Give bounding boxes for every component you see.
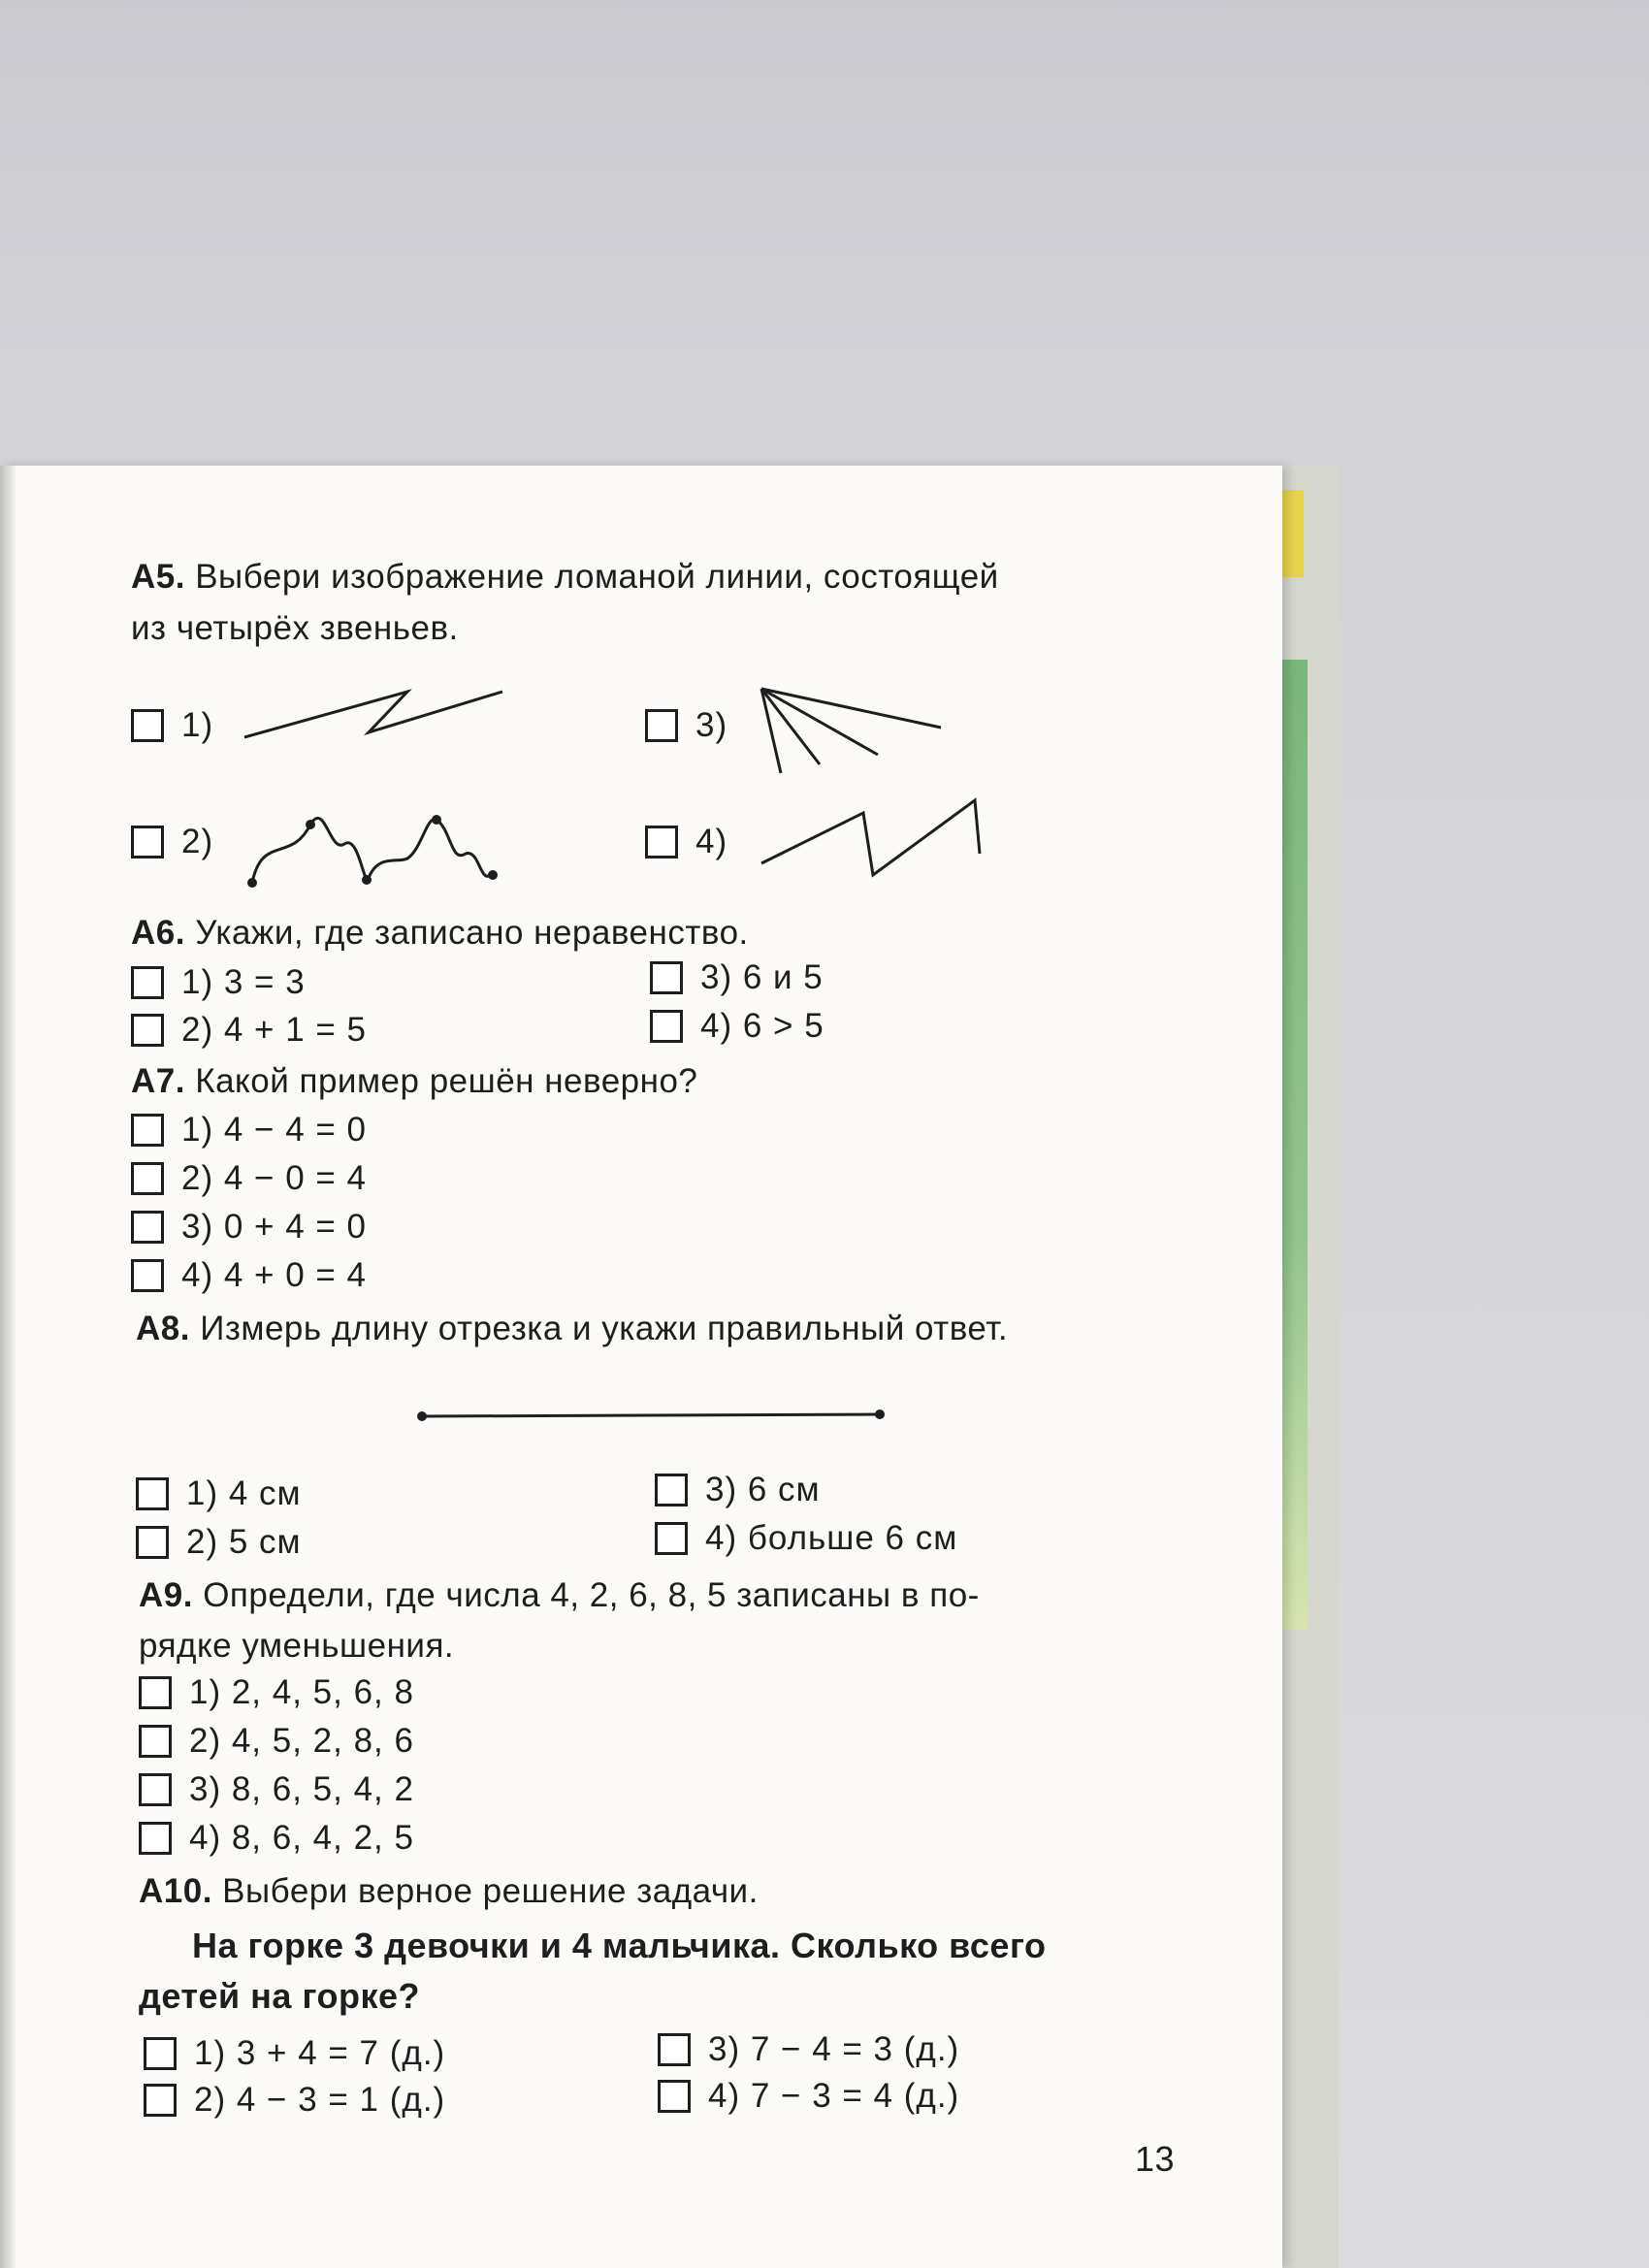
- a9-question-line1: [139, 1576, 980, 1615]
- a6-option-1[interactable]: [131, 963, 306, 1002]
- a5-question-line1: [131, 558, 999, 597]
- a9-option-2[interactable]: [139, 1722, 414, 1761]
- a8-option-3[interactable]: [655, 1471, 821, 1509]
- option-label: 2) 4, 5, 2, 8, 6: [189, 1722, 414, 1760]
- a5-option-4[interactable]: [645, 823, 728, 861]
- a8-option-1[interactable]: [136, 1474, 302, 1513]
- checkbox[interactable]: [131, 826, 164, 859]
- a8-option-2[interactable]: [136, 1523, 302, 1562]
- checkbox[interactable]: [131, 1211, 164, 1244]
- a6-label: А6.: [131, 914, 185, 952]
- option-label: 4) 6 > 5: [700, 1007, 824, 1045]
- checkbox[interactable]: [645, 826, 678, 859]
- checkbox[interactable]: [139, 1822, 172, 1855]
- option-label: 4) 8, 6, 4, 2, 5: [189, 1819, 414, 1857]
- option-label: 3) 6 и 5: [700, 958, 824, 996]
- a5-option-3[interactable]: [645, 706, 728, 745]
- checkbox[interactable]: [658, 2033, 691, 2066]
- a10-option-2[interactable]: [144, 2081, 445, 2120]
- a9-text-line2: рядке уменьшения.: [139, 1627, 455, 1665]
- checkbox[interactable]: [131, 1014, 164, 1047]
- a10-option-4[interactable]: [658, 2077, 959, 2116]
- option-label: 3) 0 + 4 = 0: [181, 1208, 368, 1246]
- checkbox[interactable]: [131, 1259, 164, 1292]
- checkbox[interactable]: [144, 2037, 177, 2070]
- option-label: 4) 4 + 0 = 4: [181, 1256, 368, 1294]
- checkbox[interactable]: [645, 709, 678, 742]
- option-label: 1): [181, 706, 214, 744]
- a10-label: А10.: [139, 1872, 212, 1910]
- a9-option-4[interactable]: [139, 1819, 414, 1858]
- checkbox[interactable]: [139, 1676, 172, 1709]
- option-label: 2) 4 − 0 = 4: [181, 1159, 368, 1197]
- a9-text-line1: Определи, где числа 4, 2, 6, 8, 5 записаны в по-: [203, 1576, 980, 1614]
- a10-problem-line1: На горке 3 девочки и 4 мальчика. Сколько всего: [192, 1926, 1047, 1965]
- a7-label: А7.: [131, 1062, 185, 1100]
- checkbox[interactable]: [655, 1522, 688, 1555]
- a10-question: [139, 1872, 759, 1911]
- checkbox[interactable]: [650, 961, 683, 994]
- a9-label: А9.: [139, 1576, 193, 1614]
- checkbox[interactable]: [131, 709, 164, 742]
- checkbox[interactable]: [131, 1114, 164, 1147]
- a8-option-4[interactable]: [655, 1519, 957, 1558]
- a5-text-line1: Выбери изображение ломаной линии, состоящей: [195, 558, 999, 596]
- a9-option-3[interactable]: [139, 1770, 414, 1809]
- option-label: 2) 4 − 3 = 1 (д.): [194, 2081, 446, 2119]
- a8-text: Измерь длину отрезка и укажи правильный ответ.: [200, 1310, 1009, 1347]
- measure-segment: [412, 1407, 897, 1426]
- a6-option-4[interactable]: [650, 1007, 824, 1046]
- a7-option-2[interactable]: [131, 1159, 367, 1198]
- fan-lines-figure-3: [757, 684, 951, 781]
- a10-option-1[interactable]: [144, 2034, 445, 2073]
- a10-text: Выбери верное решение задачи.: [222, 1872, 759, 1910]
- option-label: 1) 2, 4, 5, 6, 8: [189, 1673, 414, 1711]
- option-label: 3) 6 см: [705, 1471, 821, 1508]
- a9-option-1[interactable]: [139, 1673, 414, 1712]
- a7-text: Какой пример решён неверно?: [195, 1062, 698, 1100]
- option-label: 3) 8, 6, 5, 4, 2: [189, 1770, 414, 1808]
- a7-option-1[interactable]: [131, 1111, 367, 1150]
- a6-option-3[interactable]: [650, 958, 824, 997]
- checkbox[interactable]: [131, 1162, 164, 1195]
- checkbox[interactable]: [144, 2084, 177, 2117]
- green-tab: [1280, 660, 1308, 1630]
- a7-question: [131, 1062, 697, 1101]
- option-label: 4) больше 6 см: [705, 1519, 958, 1557]
- option-label: 1) 3 + 4 = 7 (д.): [194, 2034, 446, 2072]
- option-label: 1) 4 см: [186, 1474, 302, 1512]
- option-label: 1) 3 = 3: [181, 963, 306, 1001]
- polyline-figure-1: [242, 684, 514, 742]
- a8-label: А8.: [136, 1310, 190, 1347]
- a5-text-line2: из четырёх звеньев.: [131, 609, 459, 647]
- a6-text: Укажи, где записано неравенство.: [195, 914, 749, 952]
- yellow-tab: [1280, 490, 1304, 577]
- polyline-figure-4: [757, 795, 989, 902]
- option-label: 2) 5 см: [186, 1523, 302, 1561]
- checkbox[interactable]: [658, 2080, 691, 2113]
- checkbox[interactable]: [136, 1477, 169, 1510]
- checkbox[interactable]: [650, 1010, 683, 1043]
- option-label: 4) 7 − 3 = 4 (д.): [708, 2077, 960, 2115]
- a5-label: А5.: [131, 558, 185, 596]
- checkbox[interactable]: [131, 966, 164, 999]
- a6-option-2[interactable]: [131, 1011, 367, 1050]
- option-label: 4): [695, 823, 728, 860]
- a7-option-3[interactable]: [131, 1208, 367, 1247]
- workbook-page: [0, 466, 1282, 2268]
- a8-question: [136, 1310, 1008, 1348]
- option-label: 2): [181, 823, 214, 860]
- a7-option-4[interactable]: [131, 1256, 367, 1295]
- a5-option-2[interactable]: [131, 823, 213, 861]
- checkbox[interactable]: [139, 1725, 172, 1758]
- option-label: 3) 7 − 4 = 3 (д.): [708, 2030, 960, 2068]
- a10-option-3[interactable]: [658, 2030, 959, 2069]
- option-label: 2) 4 + 1 = 5: [181, 1011, 368, 1049]
- checkbox[interactable]: [655, 1474, 688, 1507]
- a6-question: [131, 914, 749, 953]
- page-binding-shadow: [0, 466, 16, 2268]
- option-label: 1) 4 − 4 = 0: [181, 1111, 368, 1149]
- checkbox[interactable]: [136, 1526, 169, 1559]
- checkbox[interactable]: [139, 1773, 172, 1806]
- page-number: 13: [1135, 2139, 1176, 2179]
- a10-problem-line2: детей на горке?: [139, 1976, 420, 2016]
- a5-option-1[interactable]: [131, 706, 213, 745]
- option-label: 3): [695, 706, 728, 744]
- curved-line-figure-2: [242, 795, 514, 902]
